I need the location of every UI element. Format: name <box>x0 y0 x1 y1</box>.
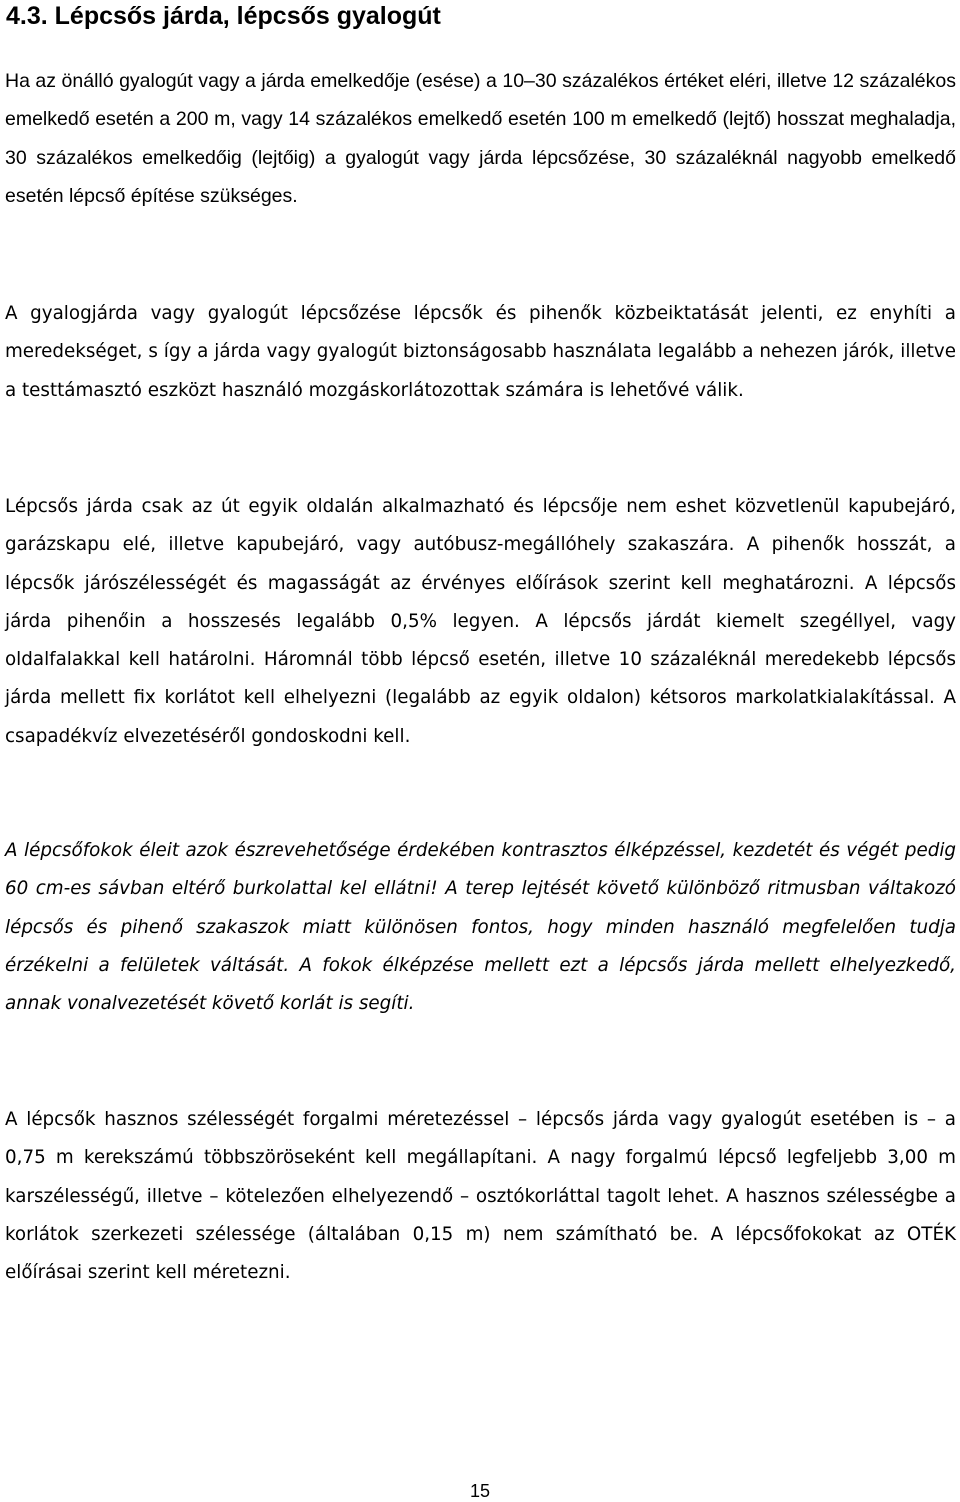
paragraph-placement-rules: Lépcsős járda csak az út egyik oldalán alkalmazható és lépcsője nem eshet közvetlenül kapubejáró, garázskapu elé, illetve kapubejáró, vagy autóbusz-megállóhely szakaszára. A pihenők hosszát, a lépcsők járószélességét és magasságát az érvényes előírások szerint kell meghatározni. A lépcsős járda pihenőin a hosszesés legalább 0,5% legyen. A lépcsős járdát kiemelt szegéllyel, vagy oldalfalakkal kell határolni. Háromnál több lépcső esetén, illetve 10 százaléknál meredekebb lépcsős járda mellett fix korlátot kell elhelyezni (legalább az egyik oldalon) kétsoros markolatkialakítással. A csapadékvíz elvezetéséről gondoskodni kell. <box>5 496 956 747</box>
section-heading: 4.3. Lépcsős járda, lépcsős gyalogút <box>6 2 441 30</box>
paragraph-step-edge-marking: A lépcsőfokok éleit azok észrevehetősége érdekében kontrasztos élképzéssel, kezdetét és végét pedig 60 cm-es sávban eltérő burkolattal kel ellátni! A terep lejtését követő különböző ritmusban váltakozó lépcsős és pihenő szakaszok miatt különösen fontos, hogy minden használó megfelelően tudja érzékelni a felületek váltását. A fokok élképzése mellett ezt a lépcsős járda mellett elhelyezkedő, annak vonalvezetését követő korlát is segíti. <box>5 840 956 1015</box>
paragraph-intro: Ha az önálló gyalogút vagy a járda emelkedője (esése) a 10–30 százalékos értéket eléri, illetve 12 százalékos emelkedő esetén a 200 m, vagy 14 százalékos emelkedő esetén 100 m emelkedő (lejtő) hosszat meghaladja, 30 százalékos emelkedőig (lejtőig) a gyalogút vagy járda lépcsőzése, 30 százaléknál nagyobb emelkedő esetén lépcső építése szükséges. <box>5 70 956 207</box>
paragraph-usable-width: A lépcsők hasznos szélességét forgalmi méretezéssel – lépcsős járda vagy gyalogút esetében is – a 0,75 m kerekszámú többszöröseként kell megállapítani. A nagy forgalmú lépcső legfeljebb 3,00 m karszélességű, illetve – kötelezően elhelyezendő – osztókorláttal tagolt lehet. A hasznos szélességbe a korlátok szerkezeti szélessége (általában 0,15 m) nem számítható be. A lépcsőfokokat az OTÉK előírásai szerint kell méretezni. <box>5 1109 956 1284</box>
page-number: 15 <box>470 1481 491 1501</box>
paragraph-staircase-purpose: A gyalogjárda vagy gyalogút lépcsőzése lépcsők és pihenők közbeiktatását jelenti, ez enyhíti a meredekséget, s így a járda vagy gyalogút biztonságosabb használata legalább a nehezen járók, illetve a testtámasztó eszközt használó mozgáskorlátozottak számára is lehetővé válik. <box>5 303 956 401</box>
